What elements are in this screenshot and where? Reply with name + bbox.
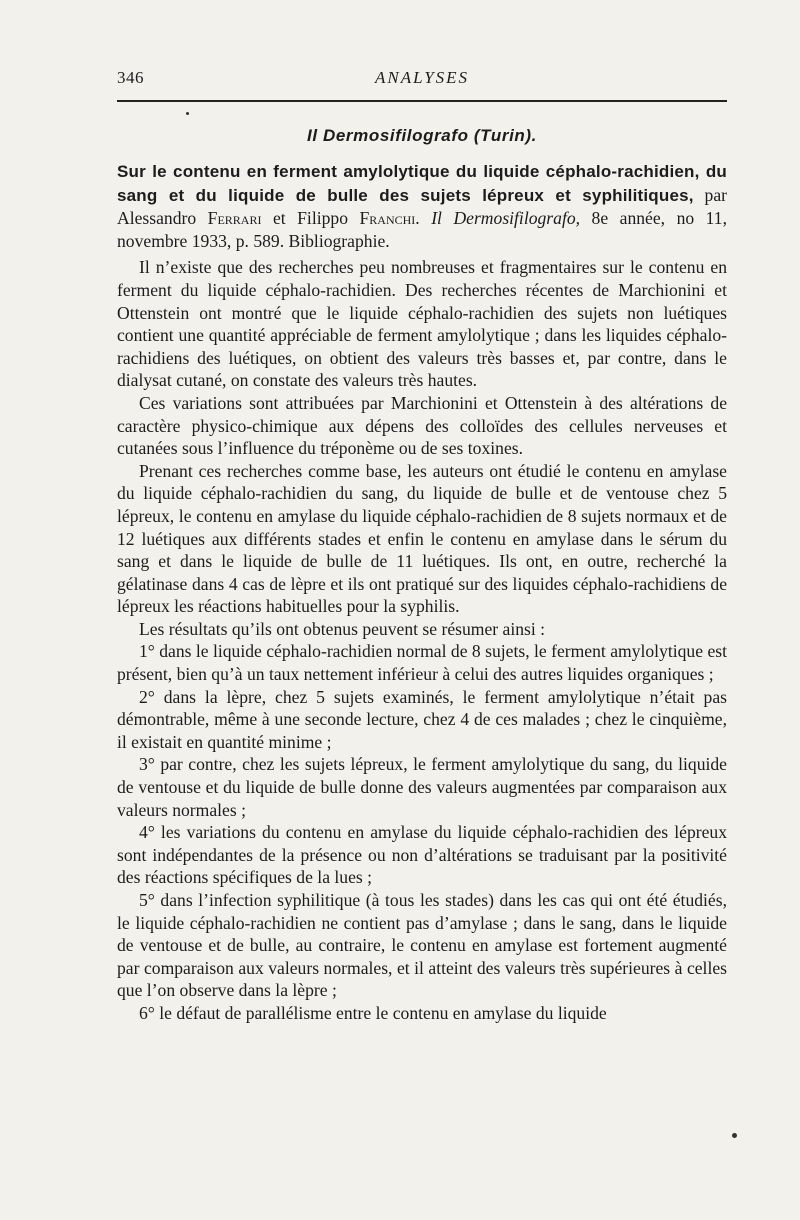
list-item: 3° par contre, chez les sujets lépreux, le ferment amylolytique du sang, du liquide de ventouse et du liquide de bulle donne des valeurs augmentées par comparaison aux valeurs normales ; [117,754,727,820]
list-item: 4° les variations du contenu en amylase du liquide céphalo-rachidien des lépreux sont indépendantes de la présence ou non d’altérations se traduisant par la positivité des réactions spécifiques de la lues ; [117,822,727,888]
paragraph: Ces variations sont attribuées par Marchionini et Ottenstein à des altérations de caractère physico-chimique aux dépens des colloïdes des cellules nerveuses et cutanées sous l’influence du tréponème ou de ses toxines. [117,392,727,459]
list-item: 5° dans l’infection syphilitique (à tous les stades) dans les cas qui ont été étudiés, le liquide céphalo-rachidien ne contient pas d’amylase ; dans le sang, dans le liquide de ventouse et de bulle, au contraire, le contenu en amylase est fortement augmenté par comparaison aux valeurs normales, et il atteint des valeurs très supérieures à celles que l’on observe dans la lèpre ; [117,890,727,1001]
section-title: Il Dermosifilografo (Turin). [307,126,537,145]
paragraph: Il n’existe que des recherches peu nombreuses et fragmentaires sur le contenu en ferment du liquide céphalo-rachidien. Des recherches récentes de Marchionini et Ottenstein ont montré que le liquide céphalo-rachidien des sujets non luétiques contient une quantité appréciable de ferment amylolytique ; dans les liquides céphalo-rachidiens des luétiques, on obtient des valeurs très basses et, par contre, dans le dialysat cutané, on constate des valeurs très hautes. [117,257,727,391]
reference-by: par Alessandro [117,184,727,229]
list-item: 2° dans la lèpre, chez 5 sujets examinés, le ferment amylolytique n’était pas démontrable, même à une seconde lecture, chez 4 de ces malades ; chez le cinquième, il existait en quantité minime ; [117,686,727,752]
journal-name: Il Dermosifilografo, [431,208,581,229]
article-body [117,160,727,1025]
reference-separator: . [415,208,432,229]
publication-details: 8e année, no 11, novembre 1933, p. 589. Bibliographie. [117,208,728,251]
running-head: ANALYSES [374,68,470,87]
author-franchi: Franchi [359,208,416,229]
page-number: 346 [117,68,144,87]
reference-and: et Filippo [261,208,360,229]
ink-speck [732,1133,737,1138]
paragraph: Les résultats qu’ils ont obtenus peuvent se résumer ainsi : [139,618,546,639]
bibliographic-reference [117,160,727,252]
author-ferrari: Ferrari [207,208,262,229]
list-item: 6° le défaut de parallélisme entre le contenu en amylase du liquide [139,1002,607,1023]
list-item: 1° dans le liquide céphalo-rachidien normal de 8 sujets, le ferment amylolytique est présent, bien qu’à un taux nettement inférieur à celui des autres liquides organiques ; [117,641,727,685]
paragraph: Prenant ces recherches comme base, les auteurs ont étudié le contenu en amylase du liquide céphalo-rachidien du sang, du liquide de bulle et de ventouse chez 5 lépreux, le contenu en amylase du liquide céphalo-rachidien de 8 sujets normaux et de 12 luétiques aux différents stades et enfin le contenu en amylase dans le sérum du sang et dans le liquide de bulle de 11 luétiques. Ils ont, en outre, recherché la gélatinase dans 4 cas de lèpre et ils ont pratiqué sur des liquides céphalo-rachidiens de lépreux les réactions habituelles pour la syphilis. [117,460,727,617]
ink-speck [186,112,189,115]
header-rule [117,100,727,102]
page-header [117,68,727,92]
article-title: Sur le contenu en ferment amylolytique du liquide céphalo-rachidien, du sang et du liquide de bulle des sujets lépreux et syphilitiques, [117,162,727,205]
